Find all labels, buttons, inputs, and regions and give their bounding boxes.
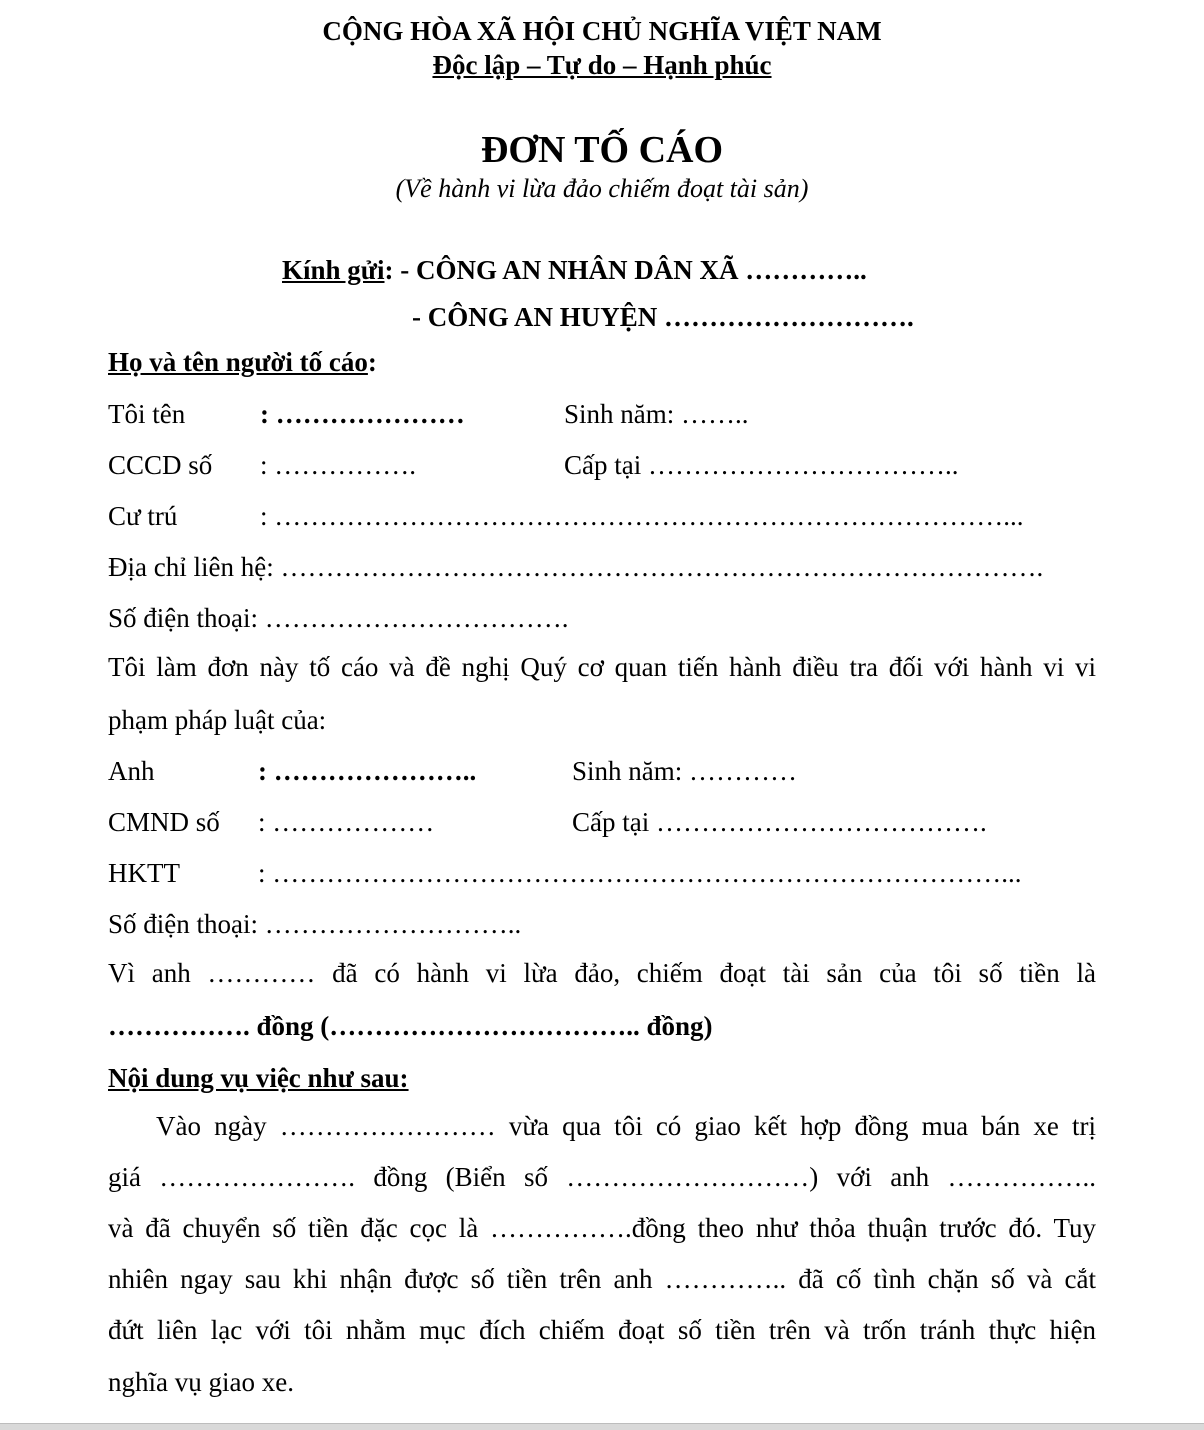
accused-name-value: : ………………….. [258,756,477,786]
recipient-label: Kính gửi [282,255,385,285]
accused-phone: Số điện thoại: ……………………….. [108,909,522,939]
document-title: ĐƠN TỐ CÁO [480,129,724,171]
accused-id-value: : ……………… [258,807,435,837]
reason-line-1: Vì anh ………… đã có hành vi lừa đảo, chiếm đoạt tài sản của tôi số tiền là [108,958,1096,988]
complainant-heading-text: Họ và tên người tố cáo [108,347,368,377]
complainant-issued: Cấp tại …………………………….. [564,450,959,480]
motto [0,50,1204,81]
content-line-6: nghĩa vụ giao xe. [108,1367,294,1397]
complainant-id-label: CCCD số [108,450,213,480]
request-line-1: Tôi làm đơn này tố cáo và đề nghị Quý cơ quan tiến hành điều tra đối với hành vi vi [108,652,1096,682]
accused-birth: Sinh năm: ………… [572,756,798,786]
accused-residence-value: : ………………………………………………………………………... [258,858,1022,888]
recipient-commune: : - CÔNG AN NHÂN DÂN XÃ ………….. [384,255,867,285]
content-line-2: giá …………………. đồng (Biển số ………………………) với anh …………….. [108,1162,1096,1192]
complainant-residence-value: : ………………………………………………………………………... [260,501,1024,531]
content-heading: Nội dung vụ việc như sau: [108,1063,409,1093]
content-line-4: nhiên ngay sau khi nhận được số tiền trên anh ………….. đã cố tình chặn số và cắt [108,1264,1096,1294]
content-line-5: đứt liên lạc với tôi nhằm mục đích chiếm đoạt số tiền trên và trốn tránh thực hiện [108,1315,1096,1345]
recipient-line-1 [282,254,867,286]
document-subtitle: (Về hành vi lừa đảo chiếm đoạt tài sản) [395,174,809,203]
recipient-line-2: - CÔNG AN HUYỆN ………………………. [412,302,914,332]
nation-heading: CỘNG HÒA XÃ HỘI CHỦ NGHĨA VIỆT NAM [322,16,882,46]
reason-line-2: ……………. đồng (…………………………….. đồng) [108,1011,713,1041]
accused-name-label: Anh [108,756,155,786]
accused-issued: Cấp tại ………………………………. [572,807,987,837]
complainant-heading [108,346,377,378]
complainant-residence-label: Cư trú [108,501,178,531]
content-line-1: Vào ngày …………………… vừa qua tôi có giao kết hợp đồng mua bán xe trị [156,1111,1096,1141]
motto-text: Độc lập – Tự do – Hạnh phúc [432,50,772,80]
complainant-birth: Sinh năm: …….. [564,399,749,429]
accused-id-label: CMND số [108,807,220,837]
complainant-address: Địa chỉ liên hệ: …………………………………………………………………………. [108,552,1044,582]
request-line-2: phạm pháp luật của: [108,705,327,735]
accused-residence-label: HKTT [108,858,180,888]
complainant-id-value: : ……………. [260,450,417,480]
complainant-phone: Số điện thoại: ……………………………. [108,603,569,633]
complainant-heading-colon: : [367,347,377,377]
complainant-name-label: Tôi tên [108,399,186,429]
content-line-3: và đã chuyển số tiền đặc cọc là …………….đồng theo như thỏa thuận trước đó. Tuy [108,1213,1096,1243]
complainant-name-value: : ………………… [260,399,465,429]
page-bottom-edge [0,1423,1204,1430]
